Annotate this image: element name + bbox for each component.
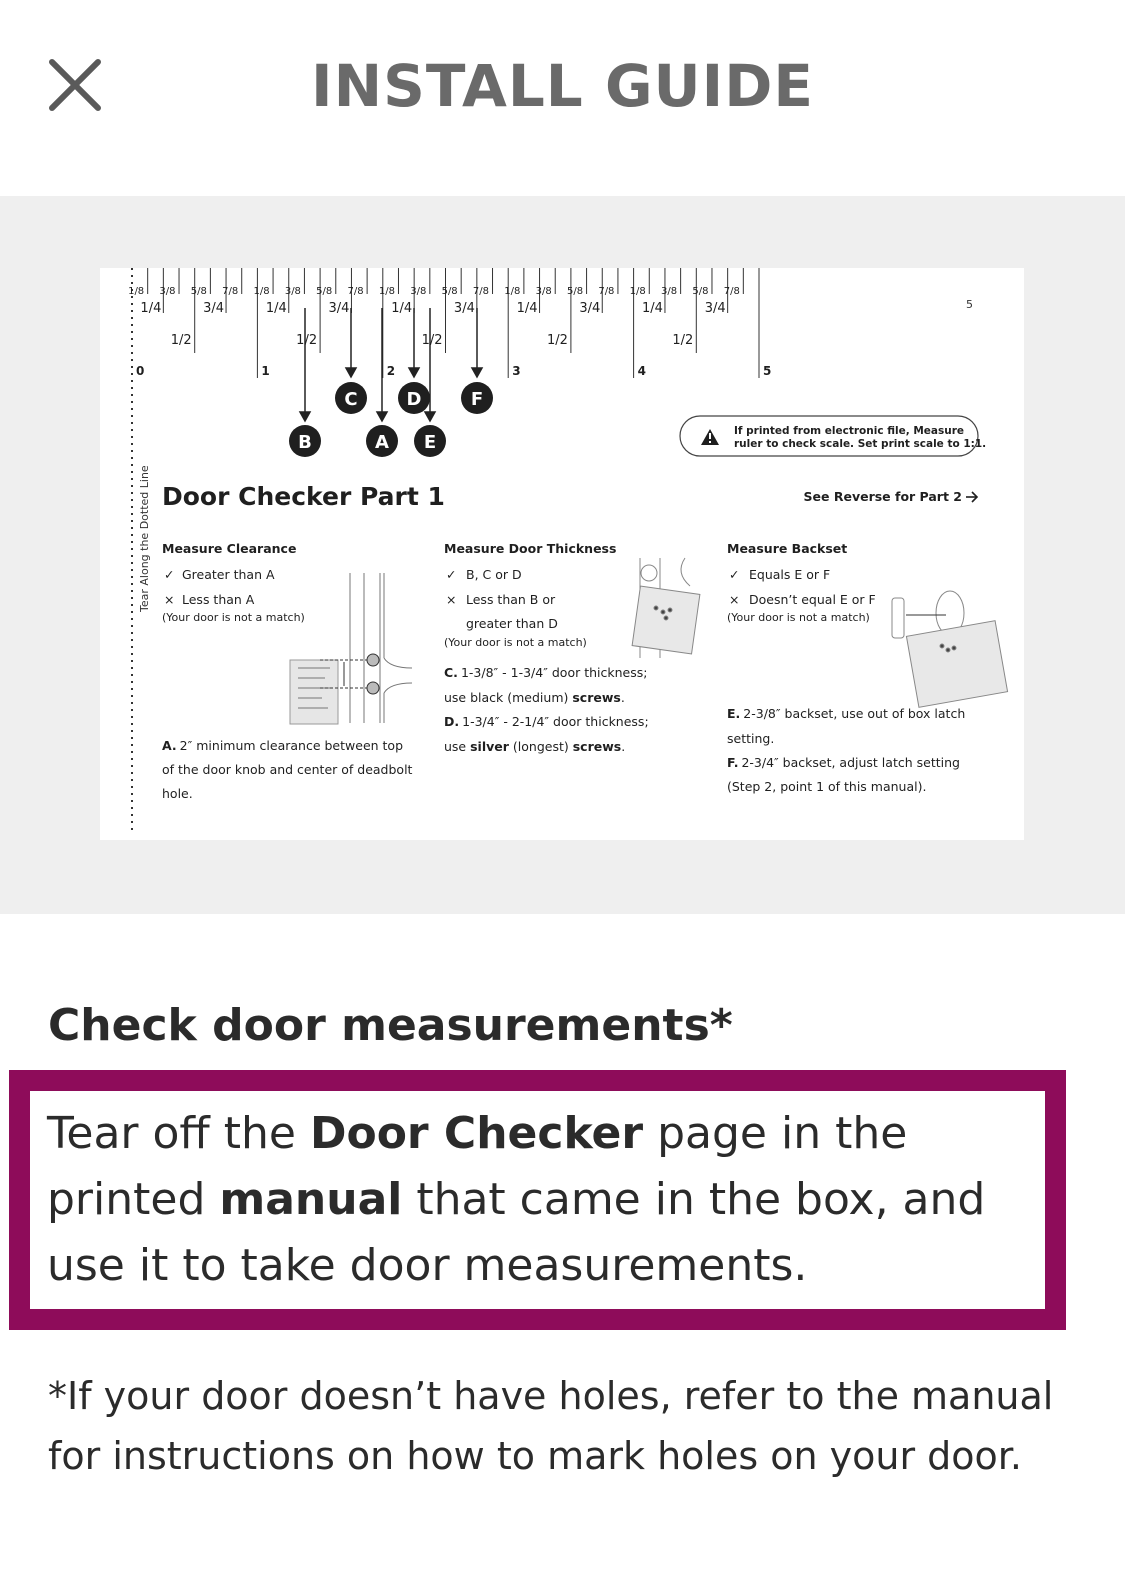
ruler-half-label: 1/2 xyxy=(421,333,443,348)
page-title: INSTALL GUIDE xyxy=(311,52,814,120)
marker-a xyxy=(366,425,398,457)
ruler-eighth-label: 7/8 xyxy=(222,286,239,297)
ruler-eighth-label: 1/8 xyxy=(253,286,270,297)
marker-c xyxy=(335,382,367,414)
ruler-eighth-label: 1/8 xyxy=(629,286,646,297)
ruler-quarter-label: 1/4 xyxy=(140,301,162,316)
ruler-half-label: 1/2 xyxy=(546,333,568,348)
svg-text:C.1-3/8″ - 1-3/4″ door thickne: C. 1-3/8″ - 1-3/4″ door thickness; xyxy=(444,665,648,680)
ruler-eighth-label: 5/8 xyxy=(190,286,207,297)
door-checker-image-panel xyxy=(0,196,1125,914)
svg-text:(Your door is not a match): (Your door is not a match) xyxy=(727,611,870,624)
col3-heading: Measure Backset xyxy=(727,541,848,556)
door-checker-title: Door Checker Part 1 xyxy=(162,482,445,511)
ruler-eighth-label: 7/8 xyxy=(472,286,490,297)
svg-text:of the door knob and center of: of the door knob and center of deadbolt xyxy=(162,762,413,777)
marker-f xyxy=(461,382,493,414)
ruler-quarter-label: 3/4 xyxy=(579,301,601,316)
ruler-half-label: 1/2 xyxy=(672,333,694,348)
instruction-text: Tear off the Door Checker page in the printed manual that came in the box, and use it to take door measurements. xyxy=(47,1108,986,1291)
svg-text:If printed from electronic fil: If printed from electronic file, Measure xyxy=(734,425,965,437)
svg-text:F: F xyxy=(470,389,484,410)
ruler-eighth-label: 3/8 xyxy=(410,286,427,297)
svg-text:Less than A: Less than A xyxy=(182,592,255,607)
highlighted-instruction-box xyxy=(9,1070,1066,1330)
svg-text:use silver (longest) screws.: use silver (longest) screws. xyxy=(444,739,626,754)
ruler-eighth-label: 1/8 xyxy=(504,286,521,297)
check-icon: ✓ xyxy=(446,567,457,582)
svg-text:greater than D: greater than D xyxy=(466,616,558,631)
svg-text:Doesn’t equal E or F: Doesn’t equal E or F xyxy=(749,592,876,607)
ruler-half-label: 1/2 xyxy=(170,333,192,348)
ruler-eighth-label: 5/8 xyxy=(566,286,584,297)
check-icon: ✓ xyxy=(729,567,740,582)
cross-icon: × xyxy=(446,592,457,607)
svg-text:(Your door is not a match): (Your door is not a match) xyxy=(444,636,587,649)
ruler-eighth-label: 7/8 xyxy=(347,286,364,297)
ruler-quarter-label: 3/4 xyxy=(704,301,726,316)
ruler-eighth-label: 1/8 xyxy=(378,286,395,297)
ruler-inch-label: 1 xyxy=(261,364,270,378)
svg-text:use black (medium) screws.: use black (medium) screws. xyxy=(444,690,625,705)
marker-e xyxy=(414,425,446,457)
ruler-eighth-label: 3/8 xyxy=(159,286,176,297)
svg-text:setting.: setting. xyxy=(727,731,775,746)
col1-heading: Measure Clearance xyxy=(162,541,297,556)
svg-text:E: E xyxy=(423,432,437,453)
ruler-eighth-label: 7/8 xyxy=(723,286,740,297)
ruler-quarter-label: 1/4 xyxy=(642,301,663,316)
svg-text:F.2-3/4″ backset, adjust latch: F. 2-3/4″ backset, adjust latch setting xyxy=(727,755,960,770)
ruler-eighth-label: 5/8 xyxy=(692,286,709,297)
ruler-eighth-label: 3/8 xyxy=(535,286,552,297)
footnote: *If your door doesn’t have holes, refer to the manual for instructions on how to mark holes on your door. xyxy=(48,1374,1054,1478)
svg-text:Less than B or: Less than B or xyxy=(466,592,556,607)
arrow-right-icon xyxy=(966,492,977,502)
svg-text:Greater than A: Greater than A xyxy=(182,567,275,582)
scale-warning xyxy=(680,416,986,456)
backset-diagram xyxy=(892,591,1008,707)
svg-text:C: C xyxy=(344,389,358,410)
ruler-eighth-label: 3/8 xyxy=(284,286,301,297)
ruler-eighth-label: 3/8 xyxy=(661,286,678,297)
marker-b xyxy=(289,425,321,457)
ruler-quarter-label: 1/4 xyxy=(516,301,538,316)
ruler-quarter-label: 1/4 xyxy=(265,301,287,316)
ruler-eighth-label: 5/8 xyxy=(441,286,458,297)
ruler-quarter-label: 3/4 xyxy=(453,301,475,316)
ruler-inch-label: 4 xyxy=(637,364,646,378)
ruler-quarter-label: 3/4 xyxy=(203,301,225,316)
ruler-inch-label: 2 xyxy=(386,364,396,378)
svg-text:(Your door is not a match): (Your door is not a match) xyxy=(162,611,305,624)
see-reverse-link: See Reverse for Part 2 xyxy=(803,489,962,504)
ruler-eighth-label: 7/8 xyxy=(598,286,615,297)
svg-text:A: A xyxy=(375,432,389,453)
ruler-eighth-label: 5/8 xyxy=(316,286,333,297)
svg-text:B: B xyxy=(298,432,312,453)
tear-label: Tear Along the Dotted Line xyxy=(138,465,151,612)
ruler-page-number: 5 xyxy=(966,298,973,311)
cross-icon: × xyxy=(164,592,175,607)
marker-d xyxy=(398,382,430,414)
svg-text:E.2-3/8″ backset, use out of b: E. 2-3/8″ backset, use out of box latch xyxy=(727,706,966,721)
svg-text:hole.: hole. xyxy=(162,786,193,801)
ruler xyxy=(128,268,771,378)
ruler-inch-label: 5 xyxy=(763,364,772,378)
svg-text:ruler to check scale. Set prin: ruler to check scale. Set print scale to 1:1. xyxy=(734,438,987,450)
section-heading: Check door measurements* xyxy=(48,1000,733,1051)
svg-text:D.1-3/4″ - 2-1/4″ door thickne: D. 1-3/4″ - 2-1/4″ door thickness; xyxy=(444,714,649,729)
ruler-quarter-label: 3/4 xyxy=(328,301,350,316)
col1-a-text: A. 2″ minimum clearance between top xyxy=(162,738,404,753)
col2-heading: Measure Door Thickness xyxy=(444,541,617,556)
svg-text:(Step 2, point 1 of this manua: (Step 2, point 1 of this manual). xyxy=(727,779,927,794)
svg-text:Equals E or F: Equals E or F xyxy=(749,567,831,582)
clearance-diagram xyxy=(290,573,412,724)
ruler-eighth-label: 1/8 xyxy=(128,286,145,297)
thickness-diagram xyxy=(632,558,700,658)
door-checker-illustration xyxy=(100,268,1024,840)
ruler-inch-label: 3 xyxy=(512,364,521,378)
header-bar xyxy=(0,0,1125,180)
ruler-inch-label: 0 xyxy=(136,364,145,378)
svg-text:B, C or D: B, C or D xyxy=(466,567,522,582)
ruler-half-label: 1/2 xyxy=(296,333,318,348)
ruler-quarter-label: 1/4 xyxy=(391,301,413,316)
svg-text:D: D xyxy=(406,389,422,410)
check-icon: ✓ xyxy=(164,567,175,582)
door-checker-sheet xyxy=(100,268,1024,840)
cross-icon: × xyxy=(729,592,740,607)
